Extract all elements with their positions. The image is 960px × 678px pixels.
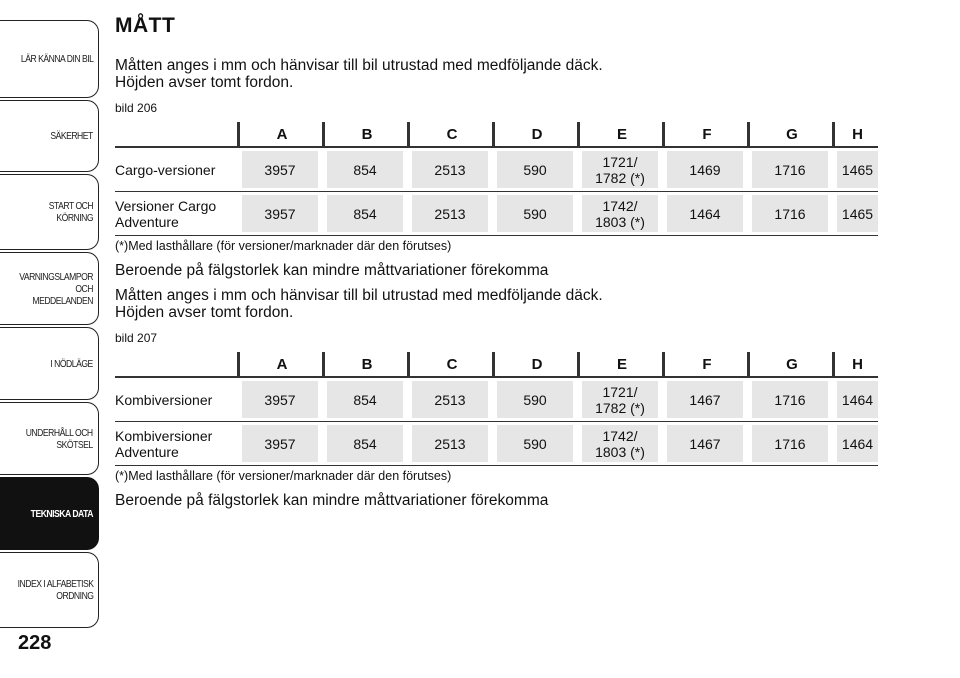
header-tick (747, 122, 750, 146)
table-note: Beroende på fälgstorlek kan mindre måttvariationer förekomma (115, 492, 549, 509)
column-header: A (276, 356, 288, 373)
table-cell: 3957 (242, 195, 318, 232)
table-cell: 854 (327, 381, 403, 418)
tab-label: TEKNISKA DATA (30, 507, 93, 520)
header-tick (492, 122, 495, 146)
table-cell: 590 (497, 195, 573, 232)
tab-label: SÄKERHET (50, 130, 93, 142)
header-tick (322, 352, 325, 376)
header-tick (492, 352, 495, 376)
tab-label: LÄR KÄNNA DIN BIL (20, 53, 93, 65)
page-number: 228 (18, 632, 52, 654)
table-cell: 2513 (412, 425, 488, 462)
column-header: F (702, 126, 712, 143)
tab-index[interactable] (0, 552, 99, 628)
header-tick (832, 122, 835, 146)
column-header: F (702, 356, 712, 373)
table-row (115, 378, 878, 422)
column-header: D (531, 126, 543, 143)
table-note: Beroende på fälgstorlek kan mindre måttvariationer förekomma (115, 262, 549, 279)
table-cell: 2513 (412, 381, 488, 418)
column-header: C (446, 356, 458, 373)
table-cell: 854 (327, 195, 403, 232)
column-header: H (852, 126, 863, 143)
column-header: A (276, 126, 288, 143)
tab-label: INDEX I ALFABETISK ORDNING (17, 578, 93, 602)
tab-label: START OCH KÖRNING (48, 200, 93, 224)
table-cell: 1464 (667, 195, 743, 232)
header-tick (747, 352, 750, 376)
row-label: Versioner Cargo Adventure (115, 197, 217, 230)
dimensions-table-206 (115, 122, 878, 236)
header-tick (237, 122, 240, 146)
column-header: B (361, 126, 373, 143)
table-cell: 1721/ 1782 (*) (582, 381, 658, 418)
table-cell: 1469 (667, 151, 743, 188)
tab-sakerhet[interactable] (0, 100, 99, 172)
table-cell: 1716 (752, 195, 828, 232)
table-cell: 1465 (837, 151, 878, 188)
header-tick (832, 352, 835, 376)
tab-label: I NÖDLÄGE (50, 357, 93, 370)
table-cell: 854 (327, 151, 403, 188)
tab-tekniska-data[interactable] (0, 477, 99, 550)
header-tick (322, 122, 325, 146)
table-cell: 1464 (837, 425, 878, 462)
tab-label: UNDERHÅLL OCH SKÖTSEL (26, 426, 93, 451)
table-cell: 590 (497, 151, 573, 188)
header-tick (662, 122, 665, 146)
table-cell: 590 (497, 381, 573, 418)
table-cell: 1716 (752, 151, 828, 188)
table-cell: 1467 (667, 381, 743, 418)
table-cell: 590 (497, 425, 573, 462)
column-header: G (786, 356, 798, 373)
intro-paragraph: Måtten anges i mm och hänvisar till bil utrustad med medföljande däck. Höjden avser tomt fordon. (115, 287, 603, 321)
tab-lar-kanna-din-bil[interactable] (0, 20, 99, 98)
table-footnote: (*)Med lasthållare (för versioner/marknader där den förutses) (115, 239, 452, 253)
table-cell: 3957 (242, 151, 318, 188)
column-header: D (531, 356, 543, 373)
header-tick (662, 352, 665, 376)
table-cell: 854 (327, 425, 403, 462)
column-header: C (446, 126, 458, 143)
table-cell: 1716 (752, 425, 828, 462)
dimensions-table-207 (115, 352, 878, 466)
column-header: E (616, 126, 627, 143)
tab-varningslampor[interactable] (0, 252, 99, 325)
header-tick (577, 352, 580, 376)
table-row (115, 148, 878, 192)
table-cell: 2513 (412, 151, 488, 188)
tab-start-och-korning[interactable] (0, 174, 99, 250)
column-header: B (361, 356, 373, 373)
table-cell: 1742/ 1803 (*) (582, 195, 658, 232)
intro-paragraph: Måtten anges i mm och hänvisar till bil utrustad med medföljande däck. Höjden avser tomt fordon. (115, 57, 603, 91)
figure-label: bild 207 (115, 331, 158, 345)
table-header-row (115, 352, 878, 378)
table-cell: 1721/ 1782 (*) (582, 151, 658, 188)
table-cell: 1464 (837, 381, 878, 418)
page-title: MÅTT (115, 14, 176, 37)
table-cell: 3957 (242, 381, 318, 418)
figure-label: bild 206 (115, 101, 158, 115)
row-label: Kombiversioner Adventure (115, 427, 213, 460)
table-footnote: (*)Med lasthållare (för versioner/marknader där den förutses) (115, 469, 452, 483)
column-header: H (852, 356, 863, 373)
header-tick (407, 352, 410, 376)
table-cell: 1716 (752, 381, 828, 418)
table-cell: 1742/ 1803 (*) (582, 425, 658, 462)
row-label: Kombiversioner (115, 391, 213, 408)
row-label: Cargo-versioner (115, 161, 216, 178)
header-tick (577, 122, 580, 146)
column-header: G (786, 126, 798, 143)
table-row (115, 192, 878, 236)
table-row (115, 422, 878, 466)
table-cell: 2513 (412, 195, 488, 232)
column-header: E (616, 356, 627, 373)
table-cell: 1467 (667, 425, 743, 462)
table-cell: 3957 (242, 425, 318, 462)
table-cell: 1465 (837, 195, 878, 232)
tab-label: VARNINGSLAMPOR OCH MEDDELANDEN (19, 270, 93, 307)
header-tick (407, 122, 410, 146)
tab-i-nodlage[interactable] (0, 327, 99, 400)
tab-underhall-och-skotsel[interactable] (0, 402, 99, 475)
chapter-sidebar (0, 0, 100, 678)
header-tick (237, 352, 240, 376)
table-header-row (115, 122, 878, 148)
